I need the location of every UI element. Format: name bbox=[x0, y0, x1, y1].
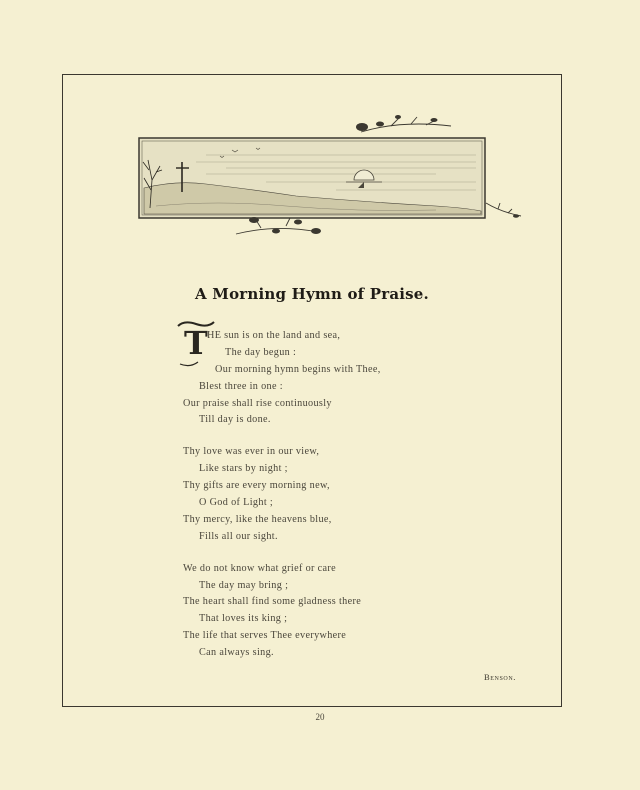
poem-line: O God of Light ; bbox=[199, 497, 274, 509]
poem-line: Thy gifts are every morning new, bbox=[183, 480, 330, 492]
poem-line: The day may bring ; bbox=[199, 579, 289, 591]
poem-line: Our praise shall rise continuously bbox=[183, 397, 332, 409]
stanza-1 bbox=[183, 328, 483, 429]
poem-line: Our morning hymn begins with Thee, bbox=[215, 363, 381, 375]
poem-line: The life that serves Thee everywhere bbox=[183, 630, 347, 642]
poem-line: Till day is done. bbox=[199, 414, 271, 426]
poem-title: A Morning Hymn of Praise. bbox=[195, 285, 429, 303]
author-attribution: Benson. bbox=[484, 672, 516, 682]
poem-line: Like stars by night ; bbox=[199, 463, 288, 475]
poem-line: Thy mercy, like the heavens blue, bbox=[183, 513, 332, 525]
poem-line: The heart shall find some gladness there bbox=[183, 596, 362, 608]
poem-line: That loves its king ; bbox=[199, 613, 288, 625]
stanza-3 bbox=[183, 561, 483, 662]
landscape-illustration bbox=[136, 110, 526, 245]
poem-line: Thy love was ever in our view, bbox=[183, 446, 320, 458]
page-number: 20 bbox=[315, 712, 325, 722]
drop-cap-letter: T bbox=[184, 324, 208, 362]
poem-line: Blest three in one : bbox=[199, 380, 283, 392]
poem-line: Fills all our sight. bbox=[199, 530, 278, 542]
poem-line: HE sun is on the land and sea, bbox=[207, 330, 341, 341]
poem-line: We do not know what grief or care bbox=[183, 562, 337, 574]
poem-line: Can always sing. bbox=[199, 647, 274, 659]
stanza-2 bbox=[183, 444, 483, 545]
poem-body bbox=[183, 328, 483, 677]
poem-line: The day begun : bbox=[225, 346, 297, 358]
